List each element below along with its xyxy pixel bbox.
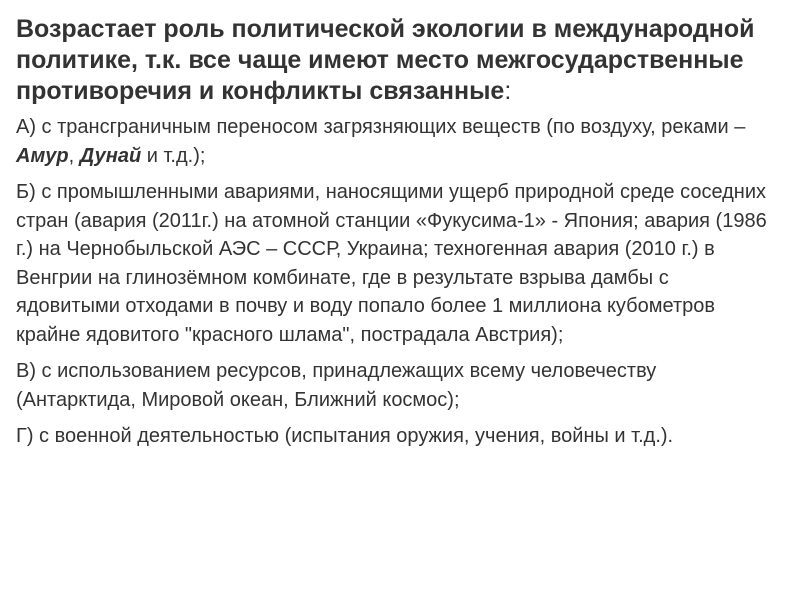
river-danube-label: Дунай [79,144,142,167]
river-amur-label: Амур [16,144,69,167]
slide-heading-text: Возрастает роль политической экологии в международной политике, т.к. все чаще имеют место межгосударственные противоречия и конфликты связанные [16,15,755,105]
list-item-a-text-end: и т.д.); [141,144,206,167]
list-item-c: В) с использованием ресурсов, принадлежащих всему человечеству (Антарктида, Мировой океан, Ближний космос); [16,360,657,411]
slide-heading-colon: : [504,77,512,105]
list-item-d: Г) с военной деятельностью (испытания оружия, учения, войны и т.д.). [16,425,674,447]
list-item-a-text-start: А) с трансграничным переносом загрязняющих веществ (по воздуху, реками – [16,116,746,138]
list-item-a-separator: , [68,144,80,167]
list-item-a [16,113,776,170]
slide-heading [16,14,776,107]
list-item-b: Б) с промышленными авариями, наносящими ущерб природной среде соседних стран (авария (2011г.) на атомной станции «Фукусима-1» - Япония; авария (1986 г.) на Чернобыльской АЭС – СССР, Украина; техногенная авария (2010 г.) в Венгрии на глинозёмном комбинате, где в результате взрыва дамбы с ядовитыми отходами в почву и воду попало более 1 миллиона кубометров крайне ядовитого "красного шлама", пострадала Австрия); [16,181,767,346]
